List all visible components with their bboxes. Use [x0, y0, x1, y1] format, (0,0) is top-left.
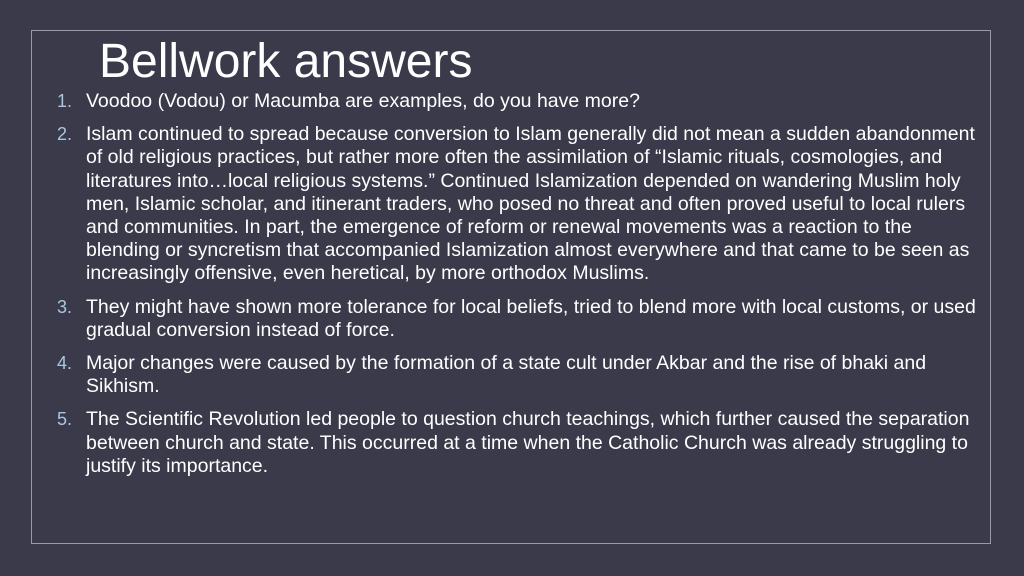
- answer-text: Major changes were caused by the formation of a state cult under Akbar and the rise of bhaki and Sikhism.: [86, 352, 927, 398]
- answer-list: [57, 90, 982, 488]
- answer-number: 2.: [57, 124, 73, 145]
- answer-item-3: [57, 296, 982, 342]
- answer-number: 1.: [57, 91, 73, 111]
- answer-number: 4.: [57, 353, 73, 374]
- answer-number: 3.: [57, 296, 73, 317]
- answer-text: They might have shown more tolerance for local beliefs, tried to blend more with local customs, or used gradual conversion instead of force.: [86, 295, 976, 341]
- answer-item-2: [57, 123, 982, 285]
- answer-item-4: [57, 352, 982, 398]
- answer-text: The Scientific Revolution led people to question church teachings, which further caused the separation between church and state. This occurred at a time when the Catholic Church was already struggling to justify its importance.: [86, 408, 970, 477]
- answer-text: Voodoo (Vodou) or Macumba are examples, do you have more?: [86, 90, 640, 112]
- answer-number: 5.: [57, 409, 73, 430]
- answer-item-5: [57, 408, 982, 478]
- answer-text: Islam continued to spread because conversion to Islam generally did not mean a sudden abandonment of old religious practices, but rather more often the assimilation of “Islamic rituals, cosmologies, and literatures into…local religious systems.” Continued Islamization depended on wandering Muslim holy men, Islamic scholar, and itinerant traders, who posed no threat and often proved useful to local rulers and communities. In part, the emergence of reform or renewal movements was a reaction to the blending or syncretism that accompanied Islamization almost everywhere and that came to be seen as increasingly offensive, even heretical, by more orthodox Muslims.: [86, 123, 975, 285]
- answer-item-1: [57, 90, 982, 113]
- slide-title: Bellwork answers: [99, 35, 473, 88]
